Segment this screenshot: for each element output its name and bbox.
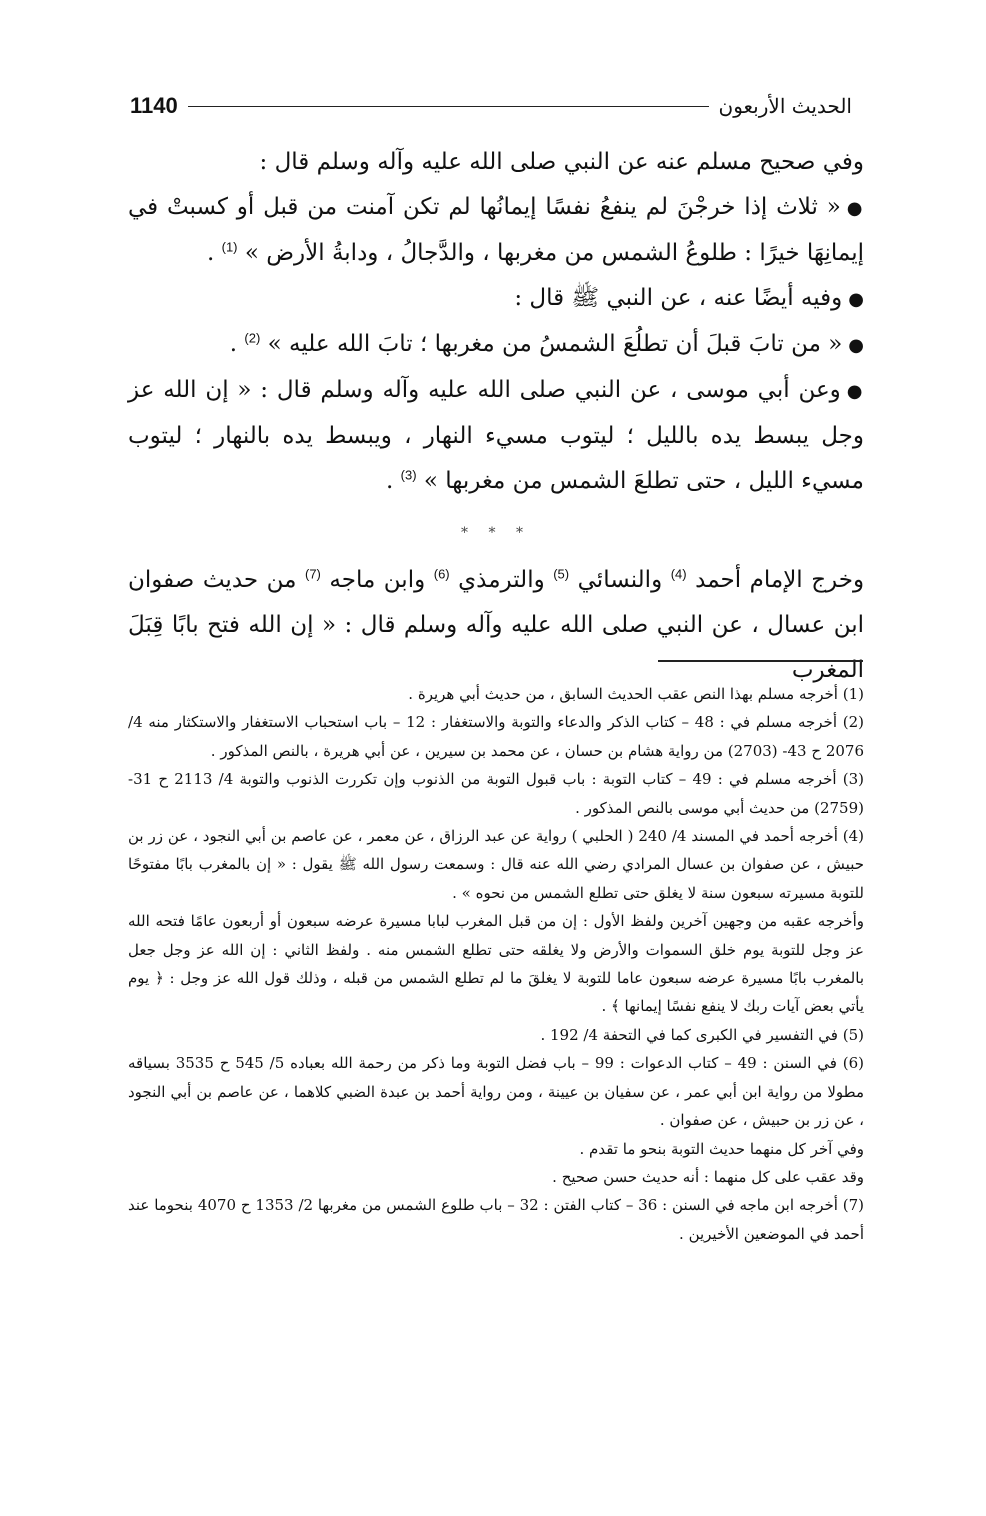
paragraph: ●« من تابَ قبلَ أن تطلُعَ الشمسُ من مغربها ؛ تابَ الله عليه » $^{(2)}$ . [229, 330, 864, 357]
footnote-ref[interactable]: (1) [221, 239, 238, 255]
paragraph-text: « ثلاث إذا خرجْنَ لم ينفعُ نفسًا إيمانُها لم تكن آمنت من قبل أو كسبتْ في إيمانِهَا خيرًا : طلوعُ الشمس من مغربها ، والدَّجالُ ، ودابةُ الأرض » [128, 194, 864, 266]
footnote: (3) أخرجه مسلم في : 49 – كتاب التوبة : باب قبول التوبة من الذنوب وإن تكررت الذنوب والتوبة 4/ 2113 ح 31- (2759) من حديث أبي موسى بالنص المذكور . [128, 770, 864, 817]
paragraph-text: « من تابَ قبلَ أن تطلُعَ الشمسُ من مغربها ؛ تابَ الله عليه » [267, 331, 843, 357]
paragraph-text: وعن أبي موسى ، عن النبي صلى الله عليه وآله وسلم قال : « إن الله عز وجل يبسط يده بالليل ؛ ليتوب مسيء النهار ، ويبسط يده بالنهار ؛ ليتوب مسيء الليل ، حتى تطلعَ الشمس من مغربها » [128, 377, 864, 494]
paragraph: ●« ثلاث إذا خرجْنَ لم ينفعُ نفسًا إيمانُها لم تكن آمنت من قبل أو كسبتْ في إيمانِهَا خيرًا : طلوعُ الشمس من مغربها ، والدَّجالُ ، ودابةُ الأرض » $^{(1)}$ . [128, 194, 864, 266]
paragraph-text: وفيه أيضًا عنه ، عن النبي ﷺ قال : [514, 285, 843, 311]
footnote-separator [658, 660, 863, 662]
paragraph-text: وابن ماجه [329, 567, 426, 593]
footnote-ref[interactable]: (6) [433, 566, 450, 582]
paragraph [128, 140, 864, 185]
footnote: وأخرجه عقبه من وجهين آخرين ولفظ الأول : إن من قبل المغرب لبابا مسيرة عرضه سبعون أو أربعون عامًا فتحه الله عز وجل للتوبة يوم خلق السموات والأرض ولا يغلقه حتى تطلع الشمس منه . ولفظ الثاني : إن الله عز وجل جعل بالمغرب بابًا مسيرة عرضه سبعون عاما للتوبة لا يغلقَ ما لم تطلع الشمس من قبله ، وذلك قول الله عز وجل : ﴿ يوم يأتي بعض آيات ربك لا ينفع نفسًا إيمانها ﴾ . [128, 912, 864, 1016]
paragraph [128, 558, 864, 693]
bullet-icon: ● [848, 289, 864, 310]
paragraph-text: والترمذي [458, 567, 545, 593]
footnote-ref[interactable]: (5) [553, 566, 570, 582]
footnote: (2) أخرجه مسلم في : 48 – كتاب الذكر والدعاء والتوبة والاستغفار : 12 – باب استحباب الاستغفار والاستكثار منه 4/ 2076 ح 43- (2703) من رواية هشام بن حسان ، عن محمد بن سيرين ، عن أبي هريرة ، بالنص المذكور . [128, 713, 865, 760]
paragraph [128, 276, 864, 322]
footnote: وفي آخر كل منهما حديث التوبة بنحو ما تقدم . [579, 1139, 864, 1158]
footnote-ref[interactable]: (3) [400, 467, 417, 483]
footnote: (6) في السنن : 49 – كتاب الدعوات : 99 – باب فضل التوبة وما ذكر من رحمة الله بعباده 5/ 545 ح 3535 بسياقه مطولا من رواية ابن أبي عمر ، عن سفيان بن عيينة ، ومن رواية أحمد بن عبدة الضبي كلاهما ، عن عاصم بن أبي النجود ، عن زر بن حبيش ، عن صفوان . [128, 1054, 864, 1130]
paragraph-text: والنسائي [577, 567, 663, 593]
footnote: (5) في التفسير في الكبرى كما في التحفة 4/ 192 . [540, 1025, 864, 1044]
bullet-icon: ● [848, 335, 864, 356]
footnote: (4) أخرجه أحمد في المسند 4/ 240 ( الحلبي ) رواية عن عبد الرزاق ، عن معمر ، عن عاصم بن أبي النجود ، عن زر بن حبيش ، عن صفوان بن عسال المرادي رضي الله عنه قال : وسمعت رسول الله ﷺ يقول : « إن بالمغرب بابًا مفتوحًا للتوبة مسيرته سبعون سنة لا يغلق حتى تطلع الشمس من نحوه » . [128, 827, 865, 902]
paragraph-text: وفي صحيح مسلم عنه عن النبي صلى الله عليه وآله وسلم قال : [259, 149, 864, 175]
running-title: الحديث الأربعون [718, 94, 852, 118]
footnote: (7) أخرجه ابن ماجه في السنن : 36 – كتاب الفتن : 32 – باب طلوع الشمس من مغربها 2/ 1353 ح 4070 بنحوما عند أحمد في الموضعين الأخيرين . [128, 1196, 865, 1243]
footnote-ref[interactable]: (7) [304, 566, 321, 582]
paragraph-text: وخرج الإمام أحمد [695, 567, 865, 593]
header-rule [188, 106, 709, 107]
page-header [120, 88, 860, 124]
footnote: وقد عقب على كل منهما : أنه حديث حسن صحيح . [552, 1167, 864, 1186]
footnotes [128, 680, 864, 1248]
footnote-ref[interactable]: (4) [670, 566, 687, 582]
bullet-icon: ● [846, 381, 864, 402]
main-text [128, 140, 864, 693]
section-separator: * * * [461, 525, 531, 541]
footnote: (1) أخرجه مسلم بهذا النص عقب الحديث السابق ، من حديث أبي هريرة . [408, 685, 864, 703]
footnote-ref[interactable]: (2) [244, 330, 261, 346]
paragraph: ●وعن أبي موسى ، عن النبي صلى الله عليه وآله وسلم قال : « إن الله عز وجل يبسط يده بالليل ؛ ليتوب مسيء النهار ، ويبسط يده بالنهار ؛ ليتوب مسيء الليل ، حتى تطلعَ الشمس من مغربها » $^{(3)}$ . [128, 377, 864, 494]
paragraph-text: من حديث صفوان ابن عسال ، عن النبي صلى الله عليه وآله وسلم قال : « إن الله فتح بابًا قِبَلَ المغرب [128, 567, 864, 683]
bullet-icon: ● [846, 198, 864, 219]
page-number: 1140 [130, 93, 178, 118]
